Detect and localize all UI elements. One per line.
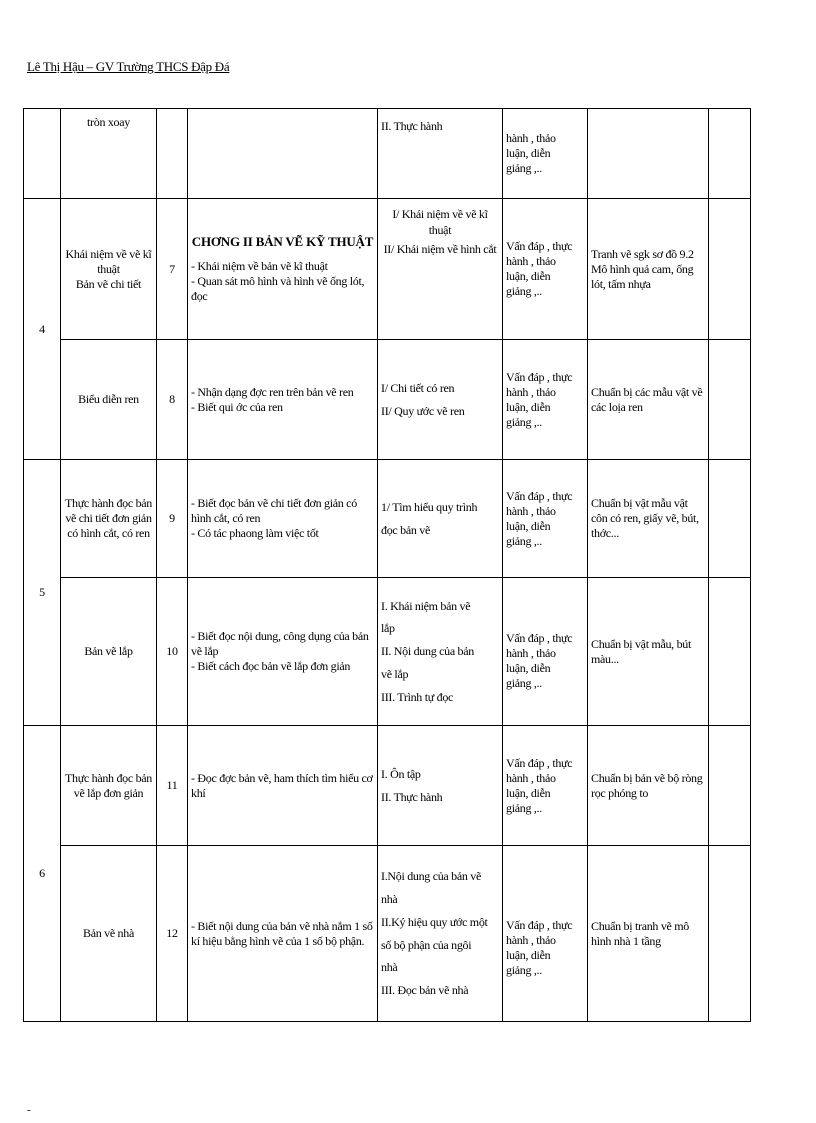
content-line: III. Trình tự đọc bbox=[381, 689, 454, 704]
lesson-title: Khái niệm về vẽ kĩ thuật bbox=[65, 246, 152, 276]
content-line: đọc bản vẽ bbox=[381, 522, 430, 537]
method-cell bbox=[503, 109, 588, 199]
method-line: luận, diễn bbox=[506, 146, 551, 160]
table-row bbox=[24, 460, 751, 578]
objective-line: - Khái niệm về bản vẽ kĩ thuật bbox=[191, 258, 328, 273]
objective-line: - Biết nội dung của bản vẽ nhà nắm 1 số kí hiệu bằng hình vẽ của 1 số bộ phận. bbox=[191, 918, 373, 948]
table-row bbox=[24, 199, 751, 340]
method-line: Vấn đáp , thực bbox=[506, 917, 573, 932]
objective-line: - Nhận dạng đợc ren trên bản vẽ ren bbox=[191, 384, 354, 399]
chapter-title: CHƠNG II BẢN VẼ KỸ THUẬT bbox=[191, 234, 374, 250]
objectives-cell bbox=[188, 109, 378, 199]
method-line: Vấn đáp , thực bbox=[506, 630, 573, 645]
prep-cell: Chuẩn bị tranh vẽ mô hình nhà 1 tầng bbox=[588, 846, 709, 1022]
method-line: hành , thảo bbox=[506, 254, 556, 268]
method-cell bbox=[503, 726, 588, 846]
content-line: lắp bbox=[381, 621, 395, 636]
lesson-cell: Thực hành đọc bản vẽ lắp đơn giản bbox=[61, 726, 157, 846]
method-cell bbox=[503, 578, 588, 726]
notes-cell bbox=[709, 340, 751, 460]
method-cell bbox=[503, 340, 588, 460]
objective-line: - Biết qui ớc của ren bbox=[191, 399, 283, 414]
notes-cell bbox=[709, 199, 751, 340]
content-cell bbox=[378, 460, 503, 578]
prep-cell: Tranh vẽ sgk sơ đồ 9.2 Mô hình quả cam, ống lót, tấm nhựa bbox=[588, 199, 709, 340]
objective-line: - Biết cách đọc bản vẽ lắp đơn giản bbox=[191, 659, 351, 673]
method-line: hành , thảo bbox=[506, 503, 556, 518]
notes-cell bbox=[709, 578, 751, 726]
method-line: giảng ,.. bbox=[506, 675, 542, 690]
lesson-cell: Biểu diễn ren bbox=[61, 340, 157, 460]
method-line: luận, diễn bbox=[506, 269, 551, 283]
content-line: I.Nội dung của bản vẽ bbox=[381, 869, 482, 884]
content-line: 1/ Tìm hiểu quy trình bbox=[381, 499, 478, 514]
method-line: hành , thảo bbox=[506, 770, 556, 785]
content-line: I/ Chi tiết có ren bbox=[381, 380, 455, 395]
objectives-cell bbox=[188, 460, 378, 578]
content-cell bbox=[378, 199, 503, 340]
method-line: hành , thảo bbox=[506, 645, 556, 660]
method-line: Vấn đáp , thực bbox=[506, 488, 573, 503]
lesson-cell bbox=[61, 199, 157, 340]
notes-cell bbox=[709, 109, 751, 199]
objectives-cell bbox=[188, 199, 378, 340]
table-row bbox=[24, 109, 751, 199]
method-line: hành , thảo bbox=[506, 932, 556, 947]
method-line: luận, diễn bbox=[506, 660, 551, 675]
content-line: II. Nội dung của bản bbox=[381, 644, 474, 659]
content-line: nhà bbox=[381, 891, 398, 906]
method-cell bbox=[503, 846, 588, 1022]
period-cell: 7 bbox=[157, 199, 188, 340]
notes-cell bbox=[709, 726, 751, 846]
method-line: giảng ,.. bbox=[506, 962, 542, 977]
objective-line: - Đọc đợc bản vẽ, ham thích tìm hiểu cơ khí bbox=[191, 770, 373, 800]
week-cell bbox=[24, 109, 61, 199]
objectives-cell bbox=[188, 578, 378, 726]
content-cell bbox=[378, 726, 503, 846]
method-line: giảng ,.. bbox=[506, 800, 542, 815]
lesson-cell: Thực hành đọc bản vẽ chi tiết đơn giản có hình cắt, có ren bbox=[61, 460, 157, 578]
content-line: I. Khái niệm bản vẽ bbox=[381, 598, 471, 613]
content-line: II/ Quy ước vẽ ren bbox=[381, 403, 465, 418]
content-line: vẽ lắp bbox=[381, 666, 409, 681]
content-cell bbox=[378, 109, 503, 199]
week-cell: 4 bbox=[24, 199, 61, 460]
objectives-cell bbox=[188, 846, 378, 1022]
lesson-cell: Bản vẽ nhà bbox=[61, 846, 157, 1022]
table-row bbox=[24, 578, 751, 726]
footer-mark: - bbox=[27, 1104, 31, 1116]
content-line: II. Thực hành bbox=[381, 119, 443, 133]
method-line: Vấn đáp , thực bbox=[506, 755, 573, 770]
objective-line: - Có tác phaong làm việc tốt bbox=[191, 526, 319, 540]
period-cell: 12 bbox=[157, 846, 188, 1022]
content-line: II.Ký hiệu quy ước một bbox=[381, 914, 488, 929]
period-cell bbox=[157, 109, 188, 199]
prep-cell: Chuẩn bị vật mẫu, bút màu... bbox=[588, 578, 709, 726]
method-line: luận, diễn bbox=[506, 785, 551, 800]
method-line: Vấn đáp , thực bbox=[506, 369, 573, 384]
objective-line: - Biết đọc bản vẽ chi tiết đơn giản có hình cắt, có ren bbox=[191, 496, 357, 525]
method-line: giảng ,.. bbox=[506, 414, 542, 429]
prep-cell: Chuẩn bị vật mẫu vật côn có ren, giấy vẽ, bút, thớc... bbox=[588, 460, 709, 578]
week-cell: 5 bbox=[24, 460, 61, 726]
lesson-cell: Bản vẽ lắp bbox=[61, 578, 157, 726]
table-row bbox=[24, 846, 751, 1022]
method-line: Vấn đáp , thực bbox=[506, 239, 573, 253]
method-line: giảng ,.. bbox=[506, 284, 542, 298]
week-cell: 6 bbox=[24, 726, 61, 1022]
method-line: luận, diễn bbox=[506, 518, 551, 533]
document-header: Lê Thị Hậu – GV Trường THCS Đập Đá bbox=[27, 59, 230, 74]
method-line: luận, diễn bbox=[506, 399, 551, 414]
lesson-plan-table bbox=[23, 108, 751, 1022]
objectives-cell bbox=[188, 340, 378, 460]
lesson-cell: tròn xoay bbox=[61, 109, 157, 199]
method-cell bbox=[503, 199, 588, 340]
content-line: II/ Khái niệm về hình cắt bbox=[383, 242, 497, 257]
content-line: I/ Khái niệm về vẽ kĩ thuật bbox=[392, 207, 488, 237]
prep-cell: Chuẩn bị bản vẽ bộ ròng rọc phóng to bbox=[588, 726, 709, 846]
period-cell: 10 bbox=[157, 578, 188, 726]
content-cell bbox=[378, 846, 503, 1022]
objectives-cell bbox=[188, 726, 378, 846]
content-line: số bộ phận của ngôi bbox=[381, 937, 472, 952]
lesson-title: Bản vẽ chi tiết bbox=[75, 276, 142, 291]
method-line: hành , thảo bbox=[506, 384, 556, 399]
period-cell: 11 bbox=[157, 726, 188, 846]
method-line: hành , thảo bbox=[506, 131, 556, 145]
prep-cell bbox=[588, 109, 709, 199]
objective-line: - Biết đọc nội dung, công dụng của bản vẽ lắp bbox=[191, 629, 369, 658]
method-line: luận, diễn bbox=[506, 947, 551, 962]
period-cell: 9 bbox=[157, 460, 188, 578]
content-cell bbox=[378, 340, 503, 460]
table-row bbox=[24, 726, 751, 846]
content-line: III. Đọc bản vẽ nhà bbox=[381, 983, 469, 998]
content-line: nhà bbox=[381, 960, 398, 975]
prep-cell: Chuẩn bị các mẫu vật về các loịa ren bbox=[588, 340, 709, 460]
table-row bbox=[24, 340, 751, 460]
period-cell: 8 bbox=[157, 340, 188, 460]
content-line: II. Thực hành bbox=[381, 789, 443, 804]
notes-cell bbox=[709, 460, 751, 578]
objective-line: - Quan sát mô hình và hình vẽ ống lót, đọc bbox=[191, 273, 365, 303]
method-line: giảng ,.. bbox=[506, 161, 542, 175]
method-cell bbox=[503, 460, 588, 578]
content-cell bbox=[378, 578, 503, 726]
method-line: giảng ,.. bbox=[506, 533, 542, 548]
content-line: I. Ôn tập bbox=[381, 766, 421, 781]
notes-cell bbox=[709, 846, 751, 1022]
